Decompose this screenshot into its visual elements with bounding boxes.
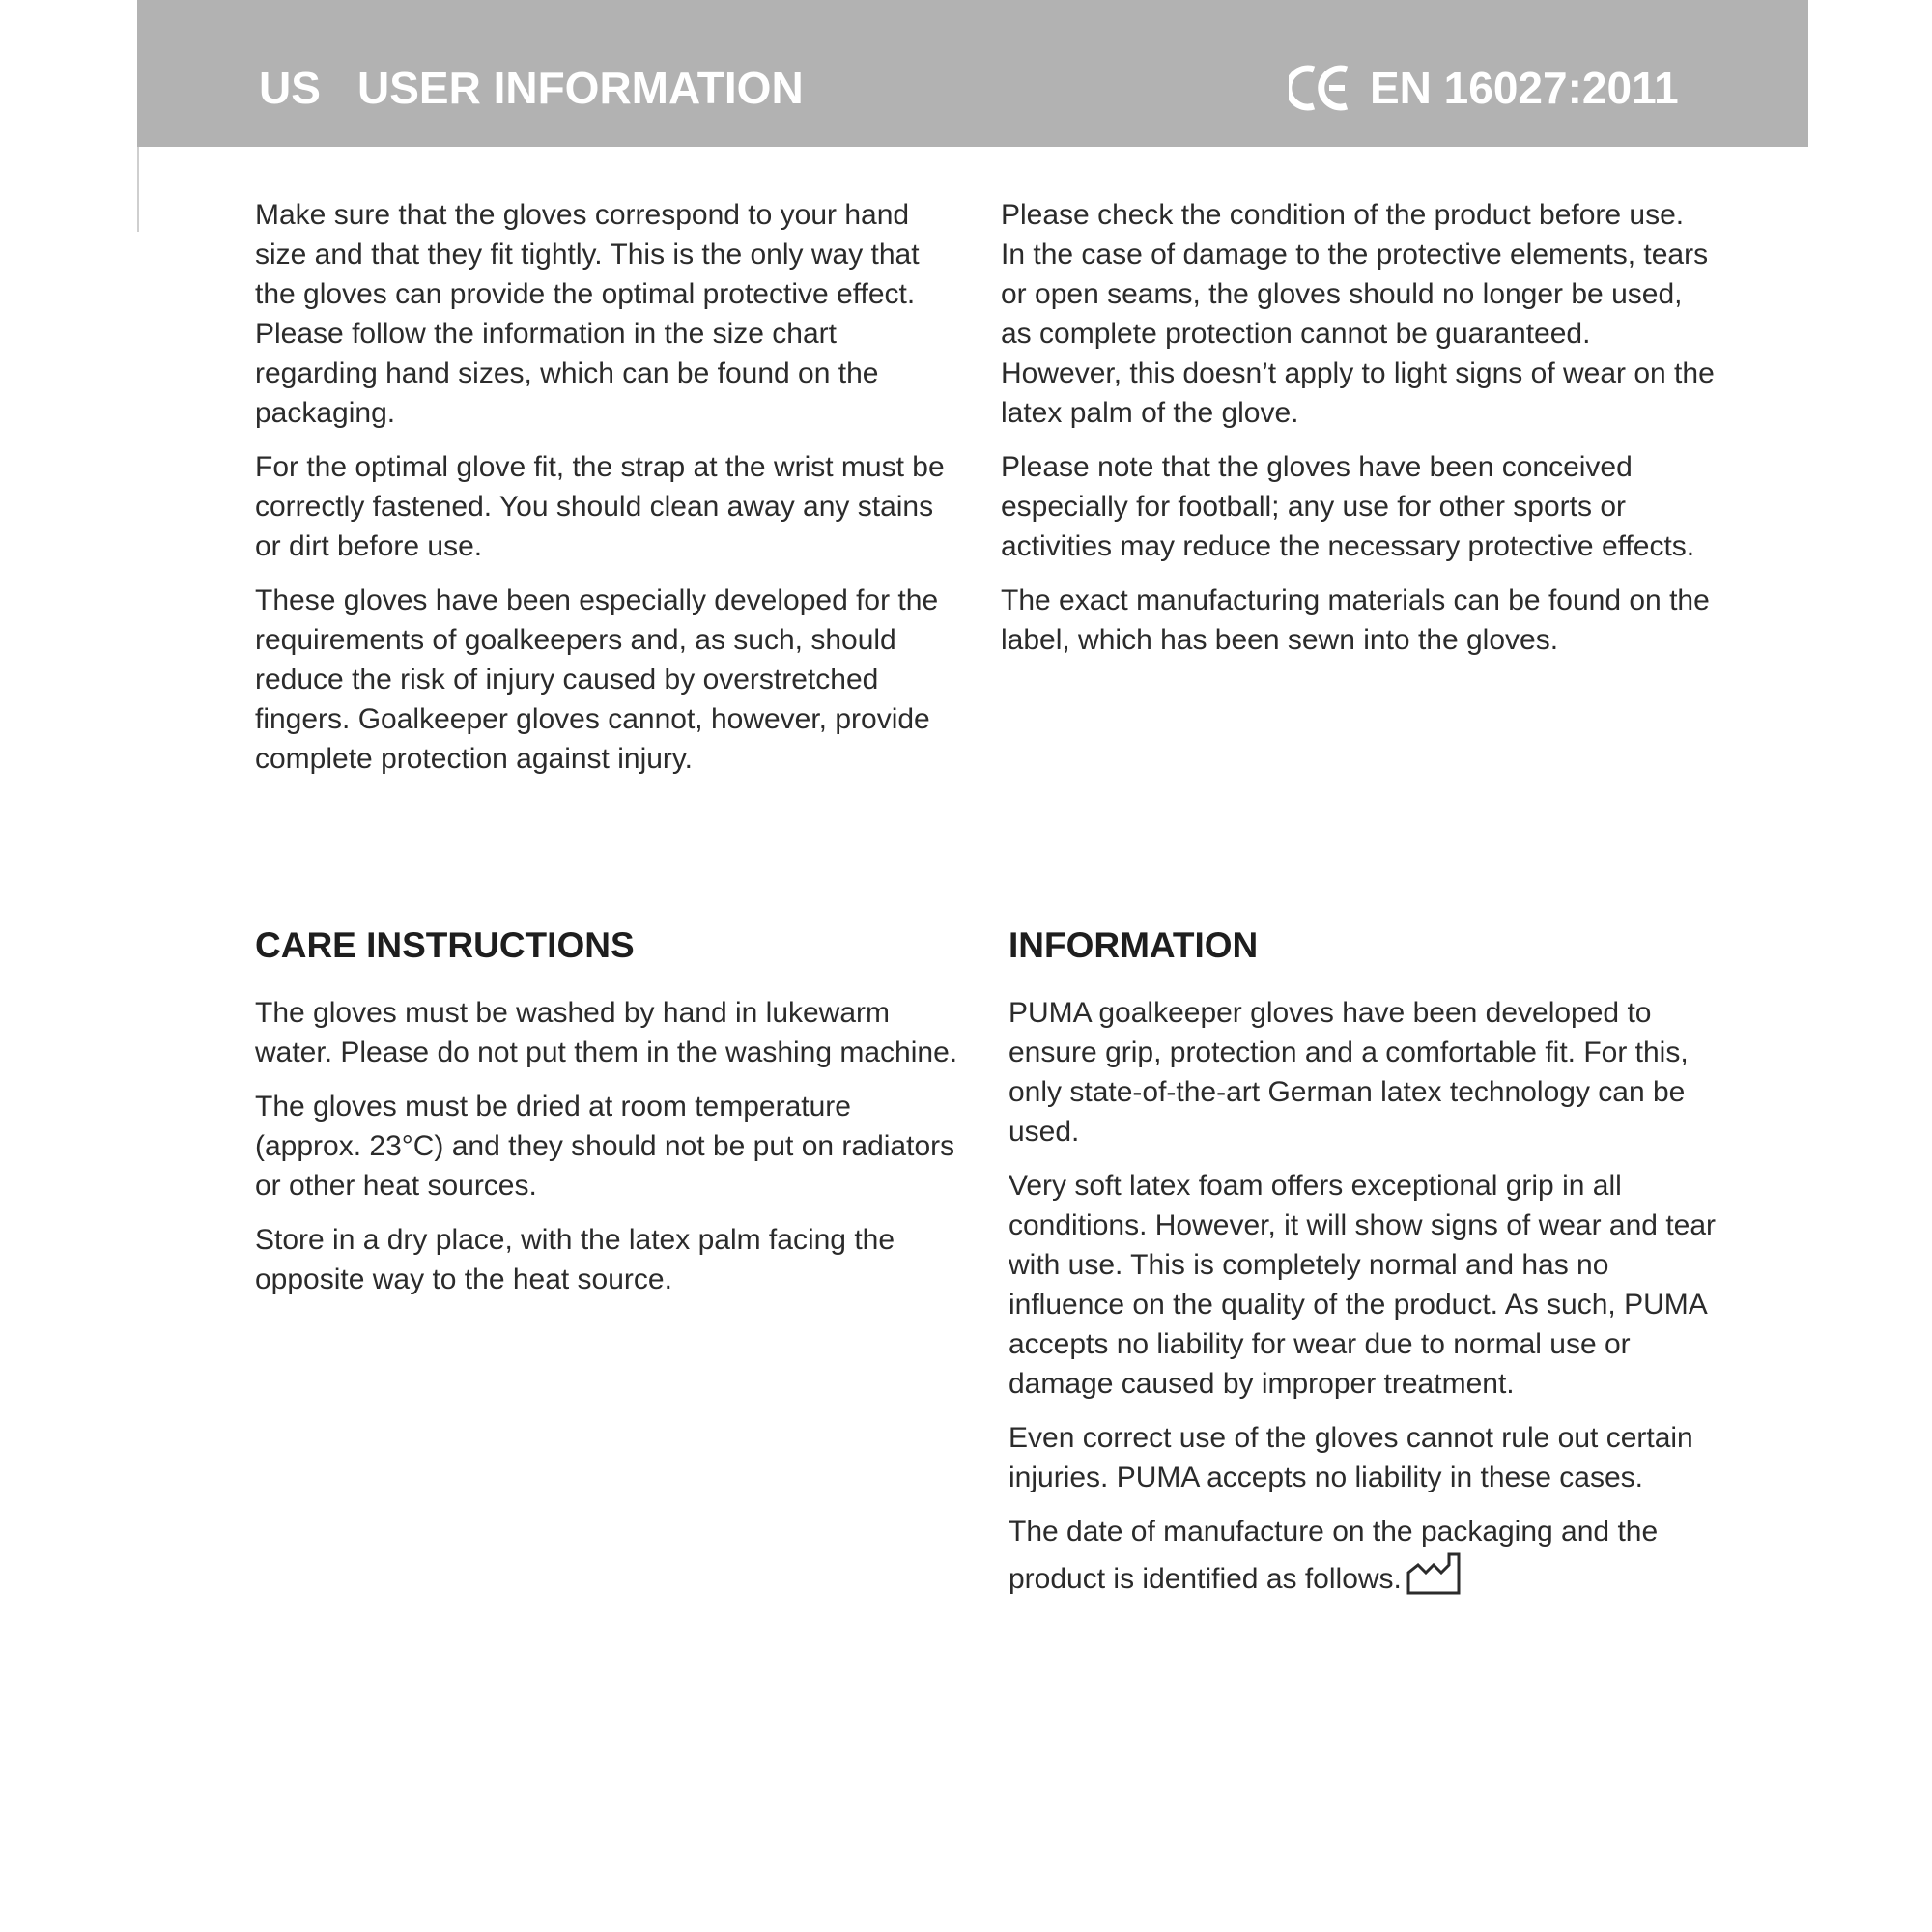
manufacture-text: The date of manufacture on the packaging and the product is identified as follows. — [1009, 1516, 1659, 1595]
ce-mark-icon — [1289, 64, 1350, 112]
information-section — [1009, 923, 1723, 1613]
intro-left-column — [255, 195, 960, 793]
paragraph: These gloves have been especially developed for the requirements of goalkeepers and, as such, should reduce the risk of injury caused by overstretched fingers. Goalkeeper gloves cannot, however, provide complete protection against injury. — [255, 584, 939, 775]
margin-rule — [137, 147, 139, 232]
page-title: USER INFORMATION — [357, 63, 804, 113]
paragraph: Please note that the gloves have been conceived especially for football; any use for other sports or activities may reduce the necessary protective effects. — [1001, 451, 1695, 562]
care-instructions-section — [255, 923, 960, 1314]
information-heading: INFORMATION — [1009, 925, 1259, 965]
paragraph: Make sure that the gloves correspond to your hand size and that they fit tightly. This is the only way that the gloves can provide the optimal protective effect. Please follow the information in the size chart regarding hand sizes, which can be found on the packaging. — [255, 199, 920, 429]
paragraph: Please check the condition of the product before use. In the case of damage to the protective elements, tears or open seams, the gloves should no longer be used, as complete protection cannot be guaranteed. However, this doesn’t apply to light signs of wear on the latex palm of the glove. — [1001, 199, 1715, 429]
language-code: US — [259, 63, 321, 113]
paragraph: Even correct use of the gloves cannot rule out certain injuries. PUMA accepts no liability in these cases. — [1009, 1422, 1693, 1493]
paragraph: The gloves must be dried at room temperature (approx. 23°C) and they should not be put on radiators or other heat sources. — [255, 1091, 955, 1202]
paragraph: For the optimal glove fit, the strap at the wrist must be correctly fastened. You should clean away any stains or dirt before use. — [255, 451, 945, 562]
manufacture-paragraph — [1009, 1512, 1723, 1599]
factory-icon — [1406, 1551, 1462, 1596]
care-heading: CARE INSTRUCTIONS — [255, 925, 635, 965]
paragraph: Very soft latex foam offers exceptional grip in all conditions. However, it will show signs of wear and tear with use. This is completely normal and has no influence on the quality of the product. As such, PUMA accepts no liability for wear due to normal use or damage caused by improper treatment. — [1009, 1170, 1717, 1400]
paragraph: Store in a dry place, with the latex palm facing the opposite way to the heat source. — [255, 1224, 895, 1295]
paragraph: The exact manufacturing materials can be found on the label, which has been sewn into the gloves. — [1001, 584, 1710, 656]
paragraph: PUMA goalkeeper gloves have been developed to ensure grip, protection and a comfortable fit. For this, only state-of-the-art German latex technology can be used. — [1009, 997, 1689, 1148]
intro-right-column — [1001, 195, 1716, 674]
paragraph: The gloves must be washed by hand in lukewarm water. Please do not put them in the washing machine. — [255, 997, 958, 1068]
standard-number: EN 16027:2011 — [1370, 63, 1679, 113]
